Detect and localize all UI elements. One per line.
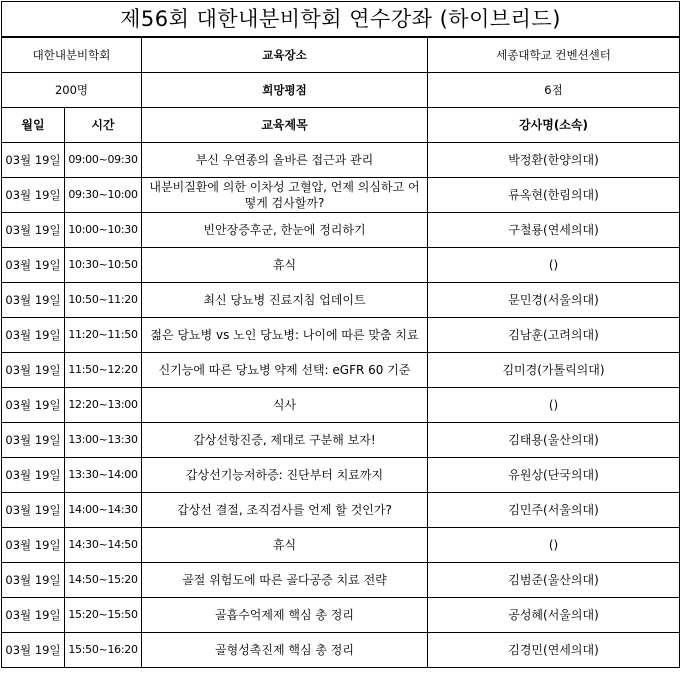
row-topic: 휴식 <box>142 248 428 283</box>
row-time: 15:50~16:20 <box>65 633 142 668</box>
credit-label: 희망평점 <box>142 73 428 108</box>
row-time: 14:00~14:30 <box>65 493 142 528</box>
row-time: 10:00~10:30 <box>65 213 142 248</box>
table-row <box>2 178 680 213</box>
info-row-venue <box>2 37 680 73</box>
row-date: 03월 19일 <box>2 598 65 633</box>
organizer-value: 대한내분비학회 <box>2 37 142 73</box>
row-topic: 빈안장증후군, 한눈에 정리하기 <box>142 213 428 248</box>
row-speaker: () <box>428 388 680 423</box>
table-row <box>2 458 680 493</box>
row-date: 03월 19일 <box>2 318 65 353</box>
row-date: 03월 19일 <box>2 493 65 528</box>
row-speaker: 김범준(울산의대) <box>428 563 680 598</box>
row-topic: 내분비질환에 의한 이차성 고혈압, 언제 의심하고 어떻게 검사할까? <box>142 178 428 213</box>
row-speaker: 유원상(단국의대) <box>428 458 680 493</box>
row-speaker: 공성혜(서울의대) <box>428 598 680 633</box>
row-speaker: 김태용(울산의대) <box>428 423 680 458</box>
row-date: 03월 19일 <box>2 248 65 283</box>
row-date: 03월 19일 <box>2 353 65 388</box>
row-time: 13:00~13:30 <box>65 423 142 458</box>
row-topic: 휴식 <box>142 528 428 563</box>
info-row-credit <box>2 73 680 108</box>
table-row <box>2 388 680 423</box>
row-topic: 부신 우연종의 올바른 접근과 관리 <box>142 143 428 178</box>
table-row <box>2 213 680 248</box>
venue-label: 교육장소 <box>142 37 428 73</box>
row-time: 12:20~13:00 <box>65 388 142 423</box>
row-topic: 골절 위험도에 따른 골다공증 치료 전략 <box>142 563 428 598</box>
table-row <box>2 318 680 353</box>
page-title: 제56회 대한내분비학회 연수강좌 (하이브리드) <box>2 2 680 38</box>
row-time: 15:20~15:50 <box>65 598 142 633</box>
table-row <box>2 423 680 458</box>
row-time: 09:30~10:00 <box>65 178 142 213</box>
row-date: 03월 19일 <box>2 178 65 213</box>
row-date: 03월 19일 <box>2 143 65 178</box>
row-speaker: 김미경(가톨릭의대) <box>428 353 680 388</box>
row-date: 03월 19일 <box>2 213 65 248</box>
row-date: 03월 19일 <box>2 423 65 458</box>
row-time: 10:30~10:50 <box>65 248 142 283</box>
table-row <box>2 633 680 668</box>
row-speaker: 김경민(연세의대) <box>428 633 680 668</box>
credit-value: 6점 <box>428 73 680 108</box>
row-date: 03월 19일 <box>2 528 65 563</box>
row-time: 10:50~11:20 <box>65 283 142 318</box>
table-row <box>2 283 680 318</box>
row-speaker: () <box>428 248 680 283</box>
row-time: 14:30~14:50 <box>65 528 142 563</box>
row-time: 13:30~14:00 <box>65 458 142 493</box>
table-row <box>2 143 680 178</box>
row-date: 03월 19일 <box>2 633 65 668</box>
table-row <box>2 493 680 528</box>
row-topic: 갑상선 결절, 조직검사를 언제 할 것인가? <box>142 493 428 528</box>
table-row <box>2 353 680 388</box>
row-topic: 최신 당뇨병 진료지침 업데이트 <box>142 283 428 318</box>
header-topic: 교육제목 <box>142 108 428 143</box>
column-header-row <box>2 108 680 143</box>
row-speaker: 김민주(서울의대) <box>428 493 680 528</box>
row-date: 03월 19일 <box>2 458 65 493</box>
capacity-value: 200명 <box>2 73 142 108</box>
row-topic: 식사 <box>142 388 428 423</box>
header-time: 시간 <box>65 108 142 143</box>
row-speaker: 구철룡(연세의대) <box>428 213 680 248</box>
row-speaker: 문민경(서울의대) <box>428 283 680 318</box>
row-topic: 갑상선항진증, 제대로 구분해 보자! <box>142 423 428 458</box>
row-time: 09:00~09:30 <box>65 143 142 178</box>
row-speaker: 김남훈(고려의대) <box>428 318 680 353</box>
row-time: 11:50~12:20 <box>65 353 142 388</box>
table-row <box>2 598 680 633</box>
row-topic: 갑상선기능저하증: 진단부터 치료까지 <box>142 458 428 493</box>
row-topic: 골형성촉진제 핵심 총 정리 <box>142 633 428 668</box>
header-speaker: 강사명(소속) <box>428 108 680 143</box>
row-date: 03월 19일 <box>2 388 65 423</box>
table-row <box>2 248 680 283</box>
row-speaker: 박정환(한양의대) <box>428 143 680 178</box>
row-topic: 골흡수억제제 핵심 총 정리 <box>142 598 428 633</box>
row-date: 03월 19일 <box>2 283 65 318</box>
row-time: 14:50~15:20 <box>65 563 142 598</box>
row-date: 03월 19일 <box>2 563 65 598</box>
header-date: 월일 <box>2 108 65 143</box>
row-speaker: 류옥현(한림의대) <box>428 178 680 213</box>
row-time: 11:20~11:50 <box>65 318 142 353</box>
row-topic: 젊은 당뇨병 vs 노인 당뇨병: 나이에 따른 맞춤 치료 <box>142 318 428 353</box>
table-row <box>2 563 680 598</box>
row-topic: 신기능에 따른 당뇨병 약제 선택: eGFR 60 기준 <box>142 353 428 388</box>
venue-value: 세종대학교 컨벤션센터 <box>428 37 680 73</box>
table-row <box>2 528 680 563</box>
lecture-schedule-table <box>1 1 680 668</box>
row-speaker: () <box>428 528 680 563</box>
